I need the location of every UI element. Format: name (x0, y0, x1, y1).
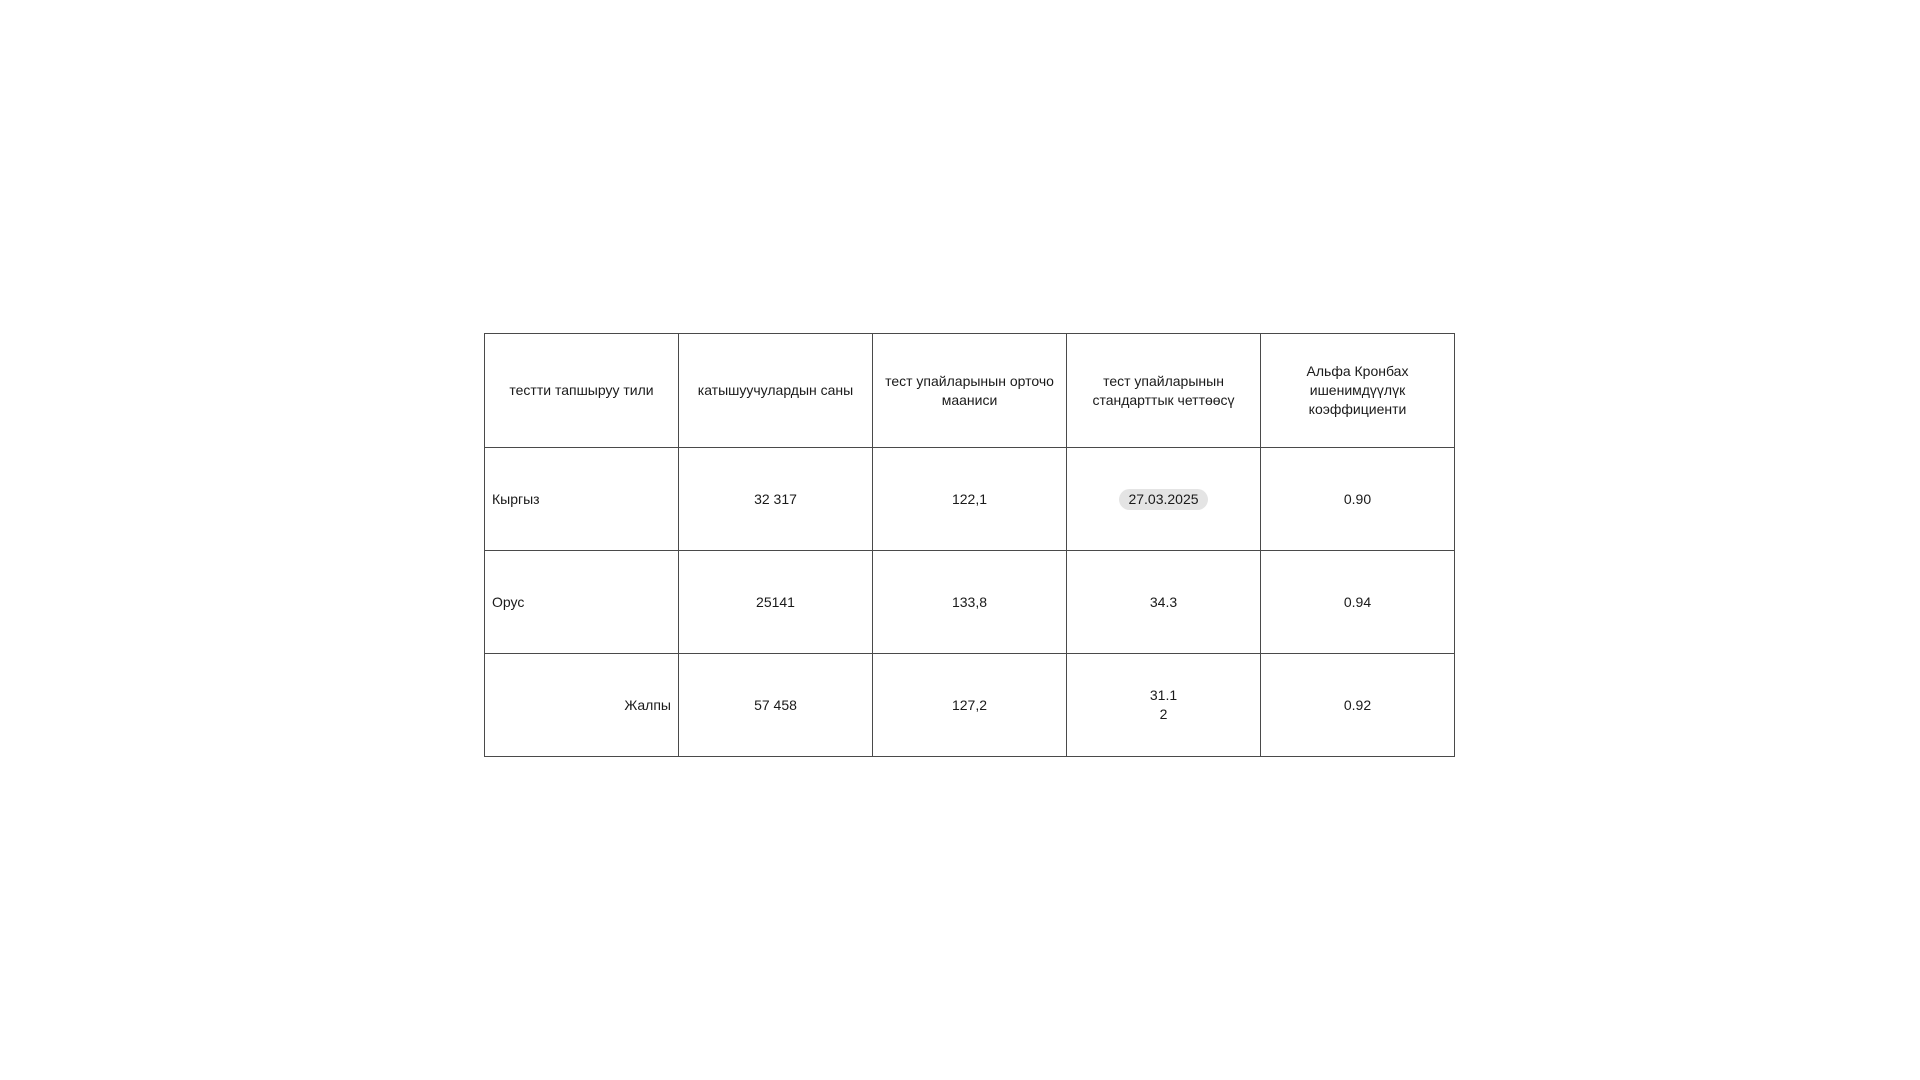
cell-std-dev: 34.3 (1067, 551, 1261, 654)
cell-participants: 32 317 (679, 448, 873, 551)
header-std-deviation: тест упайларынын стандарттык четтөөсү (1067, 334, 1261, 448)
cell-language: Орус (485, 551, 679, 654)
cell-language: Кыргыз (485, 448, 679, 551)
cell-alpha: 0.92 (1261, 654, 1455, 757)
table-row-total (485, 654, 1455, 757)
cell-std-dev (1067, 654, 1261, 757)
cell-participants: 25141 (679, 551, 873, 654)
cell-mean: 127,2 (873, 654, 1067, 757)
statistics-table (484, 333, 1455, 757)
cell-std-dev (1067, 448, 1261, 551)
table-header-row (485, 334, 1455, 448)
std-dev-line-2: 2 (1159, 706, 1168, 722)
header-mean-score: тест упайларынын орточо мааниси (873, 334, 1067, 448)
header-test-language: тестти тапшыруу тили (485, 334, 679, 448)
table-row (485, 448, 1455, 551)
std-dev-line-1: 31.1 (1149, 687, 1178, 703)
header-participant-count: катышуучулардын саны (679, 334, 873, 448)
header-cronbach-alpha: Альфа Кронбах ишенимдүүлүк коэффициенти (1261, 334, 1455, 448)
cell-alpha: 0.94 (1261, 551, 1455, 654)
cell-mean: 122,1 (873, 448, 1067, 551)
date-chip[interactable]: 27.03.2025 (1119, 489, 1207, 510)
table-row (485, 551, 1455, 654)
cell-mean: 133,8 (873, 551, 1067, 654)
cell-language: Жалпы (485, 654, 679, 757)
cell-alpha: 0.90 (1261, 448, 1455, 551)
cell-participants: 57 458 (679, 654, 873, 757)
